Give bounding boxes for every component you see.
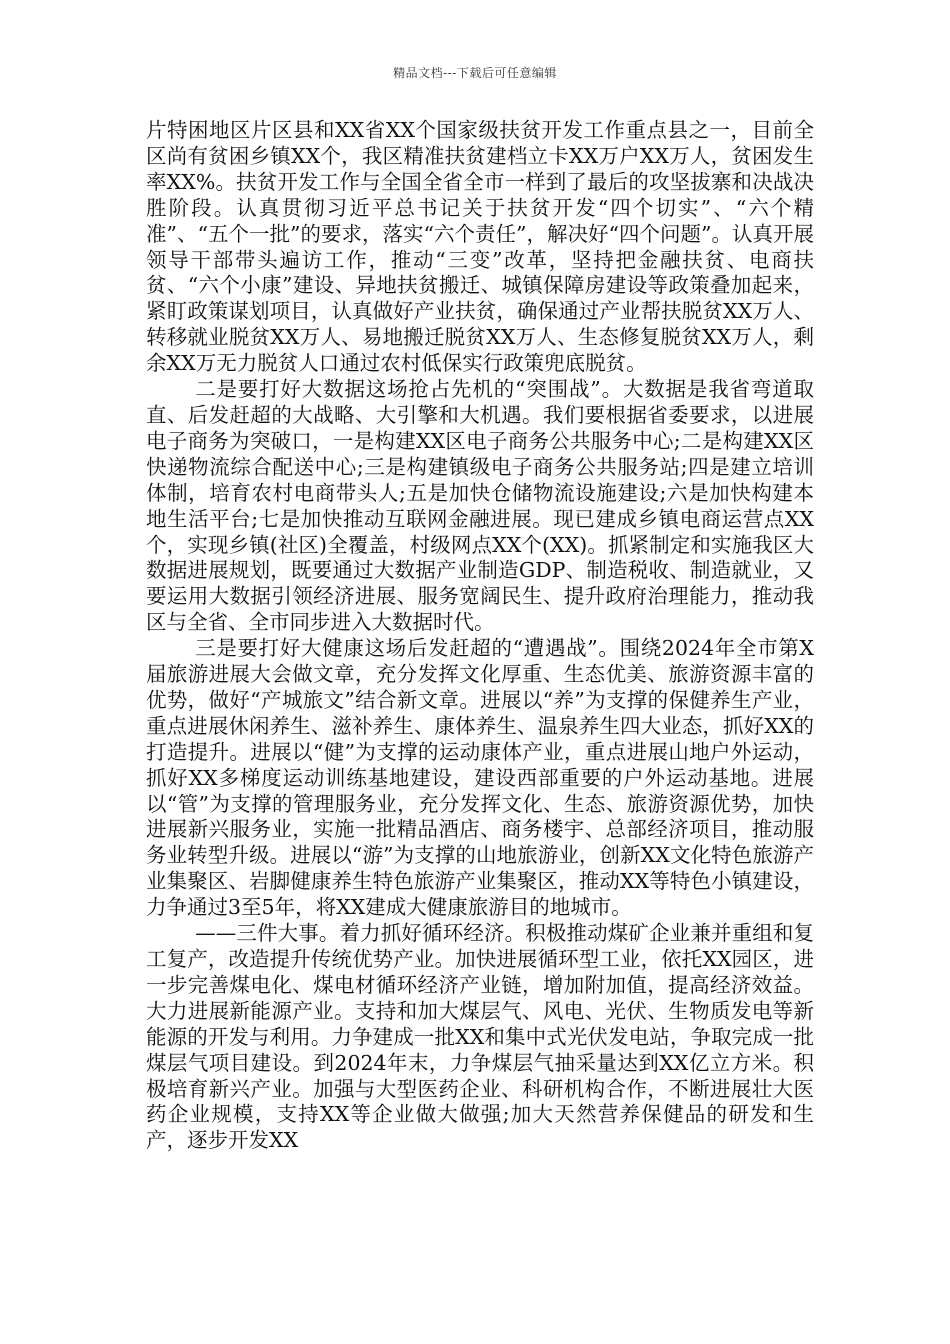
document-body	[146, 118, 814, 1154]
page-header: 精品文档---下载后可任意编辑	[393, 66, 557, 80]
paragraph-continuation: 片特困地区片区县和XX省XX个国家级扶贫开发工作重点县之一，目前全区尚有贫困乡镇XX个，我区精准扶贫建档立卡XX万户XX万人，贫困发生率XX%。扶贫开发工作与全国全省全市一样到了最后的攻坚拔寨和决战决胜阶段。认真贯彻习近平总书记关于扶贫开发“四个切实”、“六个精准”、“五个一批”的要求，落实“六个责任”，解决好“四个问题”。认真开展领导干部带头遍访工作，推动“三变”改革，坚持把金融扶贫、电商扶贫、“六个小康”建设、异地扶贫搬迁、城镇保障房建设等政策叠加起来，紧盯政策谋划项目，认真做好产业扶贫，确保通过产业帮扶脱贫XX万人、转移就业脱贫XX万人、易地搬迁脱贫XX万人、生态修复脱贫XX万人，剩余XX万无力脱贫人口通过农村低保实行政策兜底脱贫。	[146, 118, 814, 376]
paragraph-big-data: 二是要打好大数据这场抢占先机的“突围战”。大数据是我省弯道取直、后发赶超的大战略、大引擎和大机遇。我们要根据省委要求，以进展电子商务为突破口，一是构建XX区电子商务公共服务中心;二是构建XX区快递物流综合配送中心;三是构建镇级电子商务公共服务站;四是建立培训体制，培育农村电商带头人;五是加快仓储物流设施建设;六是加快构建本地生活平台;七是加快推动互联网金融进展。现已建成乡镇电商运营点XX个，实现乡镇(社区)全覆盖，村级网点XX个(XX)。抓紧制定和实施我区大数据进展规划，既要通过大数据产业制造GDP、制造税收、制造就业，又要运用大数据引领经济进展、服务宽阔民生、提升政府治理能力，推动我区与全省、全市同步进入大数据时代。	[146, 377, 814, 635]
paragraph-big-health: 三是要打好大健康这场后发赶超的“遭遇战”。围绕2024年全市第X届旅游进展大会做文章，充分发挥文化厚重、生态优美、旅游资源丰富的优势，做好“产城旅文”结合新文章。进展以“养”为支撑的保健养生产业，重点进展休闲养生、滋补养生、康体养生、温泉养生四大业态，抓好XX的打造提升。进展以“健”为支撑的运动康体产业，重点进展山地户外运动，抓好XX多梯度运动训练基地建设，建设西部重要的户外运动基地。进展以“管”为支撑的管理服务业，充分发挥文化、生态、旅游资源优势，加快进展新兴服务业，实施一批精品酒店、商务楼宇、总部经济项目，推动服务业转型升级。进展以“游”为支撑的山地旅游业，创新XX文化特色旅游产业集聚区、岩脚健康养生特色旅游产业集聚区，推动XX等特色小镇建设，力争通过3至5年，将XX建成大健康旅游目的地城市。	[146, 636, 814, 920]
paragraph-three-events: ——三件大事。着力抓好循环经济。积极推动煤矿企业兼并重组和复工复产，改造提升传统优势产业。加快进展循环型工业，依托XX园区，进一步完善煤电化、煤电材循环经济产业链，增加附加值，提高经济效益。大力进展新能源产业。支持和加大煤层气、风电、光伏、生物质发电等新能源的开发与利用。力争建成一批XX和集中式光伏发电站，争取完成一批煤层气项目建设。到2024年末，力争煤层气抽采量达到XX亿立方米。积极培育新兴产业。加强与大型医药企业、科研机构合作，不断进展壮大医药企业规模，支持XX等企业做大做强;加大天然营养保健品的研发和生产，逐步开发XX	[146, 921, 814, 1153]
